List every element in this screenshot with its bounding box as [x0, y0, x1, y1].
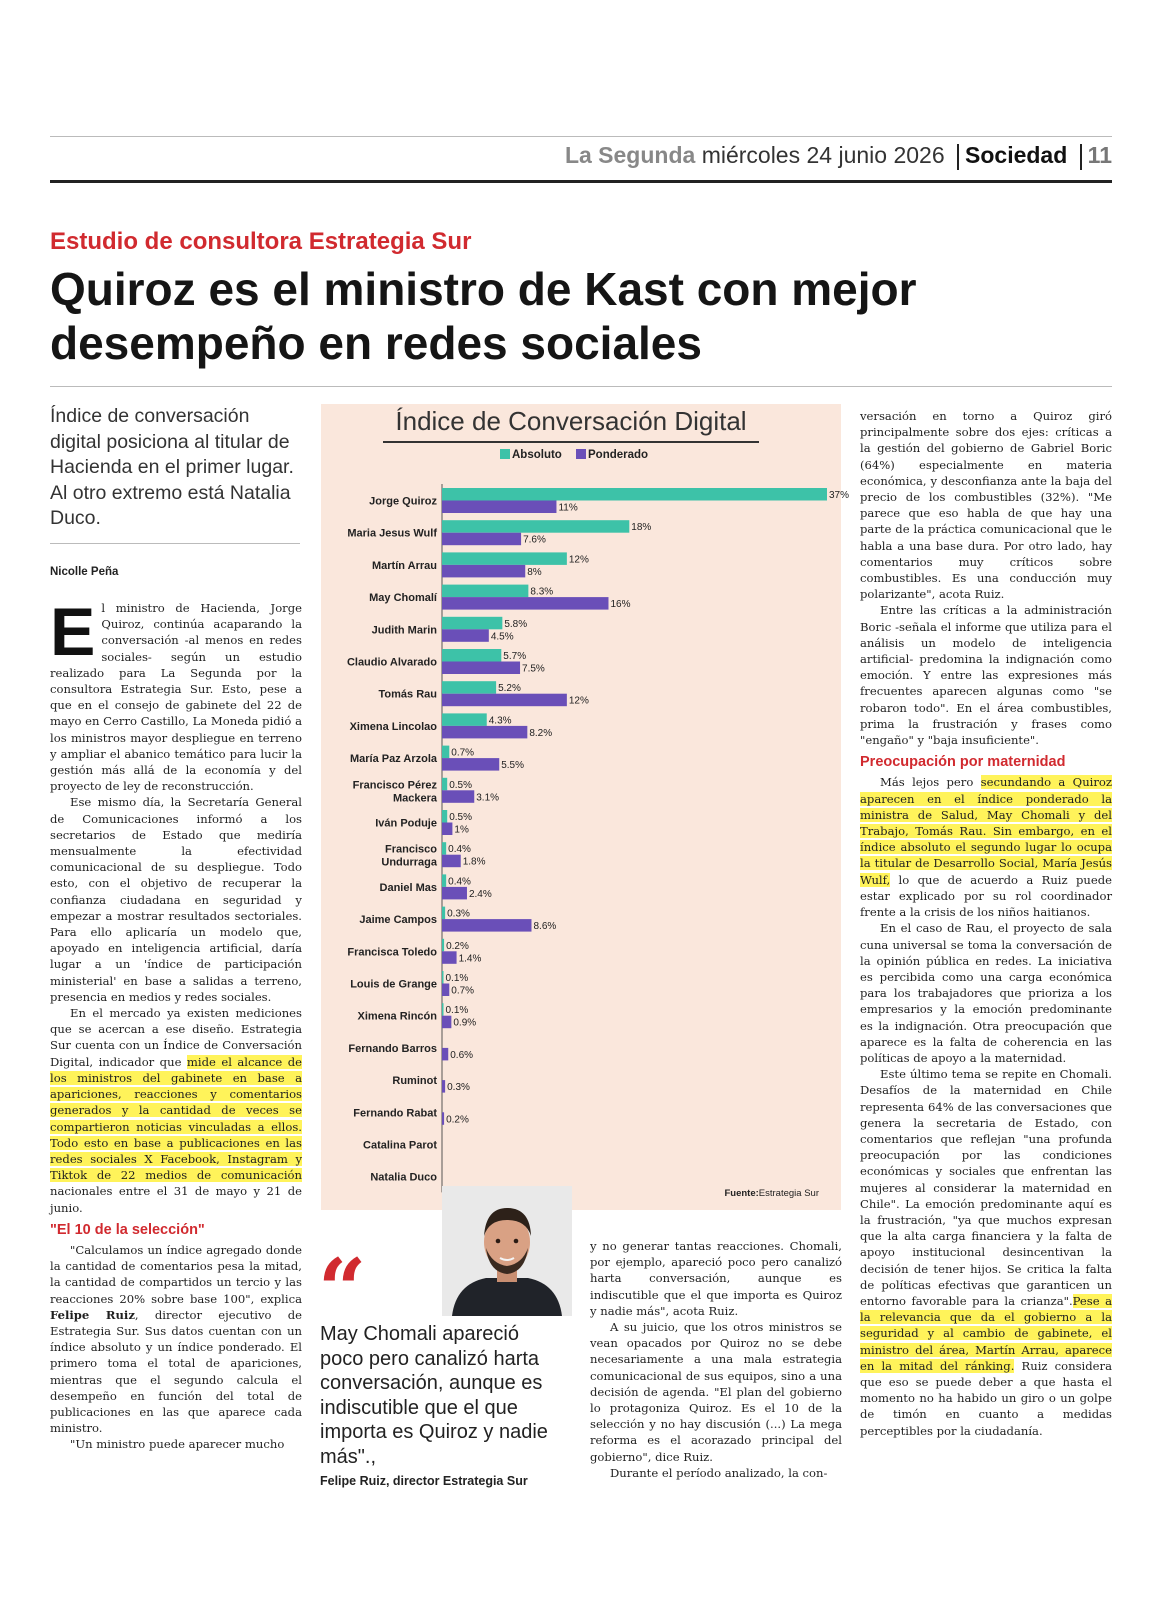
data-label: 4.5%	[490, 631, 514, 643]
bar-ponderado	[442, 790, 474, 803]
paragraph: Este último tema se repite en Chomali. Desafíos de la maternidad en Chile representa 64% de las conversaciones que genera la secretaria de Estado, con comentarios que reflejan "una profunda preocupación por las condiciones económicas y sociales que enfrentan las mujeres al considerar la maternidad en Chile". La emoción predominante aquí es la frustración, "ya que muchos expresan que la alta carga financiera y la falta de apoyo institucional desincentivan la decisión de tener hijos. Se critica la falta de políticas efectivas que garanticen un entorno favorable para la crianza".Pese a la relevancia que da el gobierno a la seguridad y al cambio de gabinete, el ministro del área, Martín Arrau, aparece en la mitad del ránking. Ruiz considera que eso se puede deber a que hasta el momento no ha habido un giro o un golpe de timón en cuanto a medidas perceptibles por la ciudadanía.	[860, 1067, 1112, 1438]
bar-ponderado	[442, 694, 567, 707]
category-label: Maria Jesus Wulf	[347, 527, 437, 540]
chart-title-underline	[383, 441, 759, 443]
bar-absoluto	[442, 681, 496, 694]
summary-rule	[50, 543, 300, 544]
data-label: 8.3%	[530, 586, 554, 598]
category-label: Iván Poduje	[375, 817, 437, 830]
person-name: Felipe Ruiz	[50, 1307, 135, 1322]
bar-absoluto	[442, 939, 444, 952]
paragraph: versación en torno a Quiroz giró principalmente sobre dos ejes: críticas a la gestión del gobierno de Gabriel Boric (64%) especialmente en materia económica, y desconfianza ante la baja del precio de los combustibles (32%). "Me parece que eso habla de que hay una parte de la práctica comunicacional que le habla a una base dura. Por otro lado, hay comentarios muy críticos sobre combustibles. Es una conducción muy polarizante", acota Ruiz.	[860, 409, 1112, 602]
kicker: Estudio de consultora Estrategia Sur	[50, 228, 472, 255]
drop-cap: E	[50, 594, 96, 670]
highlighted-text: Pese a la relevancia que da el gobierno a la seguridad y al cambio de gabinete, el ministro del área, Martín Arrau, aparece en la mitad del ránking.	[860, 1293, 1112, 1373]
data-label: 18%	[631, 522, 652, 534]
data-label: 5.7%	[503, 651, 527, 662]
bar-ponderado	[442, 565, 525, 578]
bar-absoluto	[442, 746, 449, 759]
category-label: Ximena Rincón	[357, 1010, 437, 1023]
bar-absoluto	[442, 971, 444, 984]
bar-absoluto	[442, 907, 445, 920]
section-subhead: "El 10 de la selección"	[50, 1221, 205, 1238]
bar-ponderado	[442, 758, 499, 771]
paragraph: Ese mismo día, la Secretaría General de Comunicaciones informó a los secretarios de Estado que mediría mensualmente la efectividad comunicacional de su despliegue. Todo esto, con el objetivo de recuperar la confianza ciudadana en seguridad y empezar a mostrar resultados sectoriales. Para ello aplicaría un modelo que, apoyado en inteligencia artificial, daría lugar a un 'índice de participación ministerial' en base a salidas a terreno, presencia en medios y redes sociales.	[50, 795, 302, 1004]
category-label: Ximena Lincolao	[349, 720, 437, 733]
article-column-1	[50, 594, 303, 1453]
bar-ponderado	[442, 726, 527, 739]
top-rule	[50, 136, 1112, 137]
conversation-index-chart	[321, 404, 850, 1210]
legend-swatch-absoluto	[500, 449, 510, 459]
chart-title: Índice de Conversación Digital	[395, 406, 747, 436]
data-label: 1%	[454, 824, 469, 836]
quote-mark-icon: “	[318, 1240, 367, 1339]
chart-source: Fuente:Estrategia Sur	[724, 1188, 819, 1199]
data-label: 37%	[829, 490, 850, 501]
bar-absoluto	[442, 488, 827, 501]
bar-absoluto	[442, 842, 446, 855]
masthead-divider	[1080, 144, 1082, 170]
data-label: 0.4%	[448, 876, 471, 888]
data-label: 0.5%	[449, 812, 472, 823]
legend-label-absoluto: Absoluto	[512, 449, 562, 461]
category-label: Fernando Rabat	[353, 1107, 437, 1120]
bar-absoluto	[442, 810, 447, 823]
data-label: 0.6%	[450, 1049, 474, 1061]
paragraph: En el mercado ya existen mediciones que se acercan a ese diseño. Estrategia Sur cuenta con un Índice de Conversación Digital, indicador que mide el alcance de los ministros del gabinete en base a apariciones, reacciones y comentarios generados y la cantidad de veces se compartieron noticias vinculadas a ellos. Todo esto en base a publicaciones en las redes sociales X Facebook, Instagram y Tiktok de 22 medios de comunicación nacionales entre el 31 de mayo y 21 de junio.	[50, 1006, 302, 1215]
bar-ponderado	[442, 1080, 445, 1093]
bar-chart	[321, 404, 850, 1210]
category-label: Natalia Duco	[370, 1171, 437, 1184]
article-column-3	[590, 1238, 842, 1481]
data-label: 3.1%	[476, 792, 500, 804]
bar-absoluto	[442, 552, 567, 565]
bar-ponderado	[442, 1048, 448, 1061]
section-name: Sociedad	[965, 142, 1068, 168]
data-label: 0.1%	[445, 973, 469, 984]
data-label: 0.1%	[445, 1005, 469, 1017]
bar-ponderado	[442, 629, 489, 642]
category-label: Claudio Alvarado	[346, 656, 437, 669]
bar-absoluto	[442, 617, 502, 630]
pull-quote-attribution: Felipe Ruiz, director Estrategia Sur	[320, 1474, 528, 1488]
headline: Quiroz es el ministro de Kast con mejor desempeño en redes sociales	[50, 263, 917, 369]
category-label: Jaime Campos	[359, 914, 437, 927]
paragraph: A su juicio, que los otros ministros se vean opacados por Quiroz no se debe necesariamente a una mala estrategia comunicacional de sus equipos, sino a una decisión de agenda. "El plan del gobierno lo protagoniza Quiroz. Es el 10 de la selección y no hay discusión (...) La mega reforma es el acorazado principal del gobierno", dice Ruiz.	[590, 1320, 842, 1464]
data-label: 0.2%	[446, 1114, 469, 1126]
bar-ponderado	[442, 855, 461, 868]
bar-ponderado	[442, 1112, 444, 1125]
category-label: Catalina Parot	[363, 1139, 437, 1152]
paragraph: El ministro de Hacienda, Jorge Quiroz, continúa acaparando la conversación -al menos en redes sociales- según un estudio realizado para La Segunda por la consultora Estrategia Sur. Esto, pese a que en el consejo de gabinete del 22 de mayo en Cerro Castillo, La Moneda pidió a los ministros mayor despliegue en terreno y ampliar el abanico temático para lucir la gestión más allá de la economía y del proyecto de ley de reconstrucción.	[50, 594, 302, 794]
category-label: Louis de Grange	[350, 978, 437, 991]
page-number: 11	[1087, 142, 1112, 168]
bar-ponderado	[442, 501, 556, 514]
bar-ponderado	[442, 823, 452, 836]
data-label: 7.5%	[522, 663, 545, 675]
bar-ponderado	[442, 597, 608, 610]
data-label: 0.2%	[446, 940, 469, 952]
data-label: 0.7%	[451, 985, 475, 997]
data-label: 0.4%	[448, 844, 471, 856]
data-label: 1.8%	[462, 856, 486, 868]
paragraph: "Un ministro puede aparecer mucho	[70, 1437, 285, 1452]
bar-ponderado	[442, 1016, 451, 1028]
data-label: 5.8%	[504, 618, 528, 630]
paragraph: y no generar tantas reacciones. Chomali, por ejemplo, apareció poco pero canalizó harta conversación, aunque es indiscutible que el que importa es Quiroz y nadie más", acota Ruiz.	[590, 1239, 842, 1318]
data-label: 1.4%	[458, 953, 482, 965]
data-label: 0.9%	[453, 1017, 477, 1029]
category-label: Tomás Rau	[378, 688, 437, 701]
section-subhead: Preocupación por maternidad	[860, 754, 1066, 771]
data-label: 12%	[568, 554, 589, 566]
data-label: 2.4%	[468, 888, 492, 900]
bar-absoluto	[442, 874, 446, 887]
bar-ponderado	[442, 887, 467, 900]
bar-absoluto	[442, 520, 629, 533]
bar-absoluto	[442, 585, 528, 598]
bar-ponderado	[442, 984, 449, 997]
data-label: 5.5%	[501, 760, 525, 772]
bar-ponderado	[442, 919, 531, 932]
masthead	[50, 142, 1112, 170]
data-label: 16%	[610, 599, 631, 611]
data-label: 12%	[568, 695, 589, 707]
author-byline: Nicolle Peña	[50, 566, 119, 578]
category-label: May Chomalí	[369, 592, 437, 605]
data-label: 8.2%	[529, 727, 553, 739]
category-label: Francisca Toledo	[347, 946, 437, 959]
legend-swatch-ponderado	[576, 449, 586, 459]
data-label: 7.6%	[523, 534, 546, 546]
issue-date: miércoles 24 junio 2026	[701, 142, 945, 168]
data-label: 0.7%	[451, 747, 475, 759]
newspaper-name: La Segunda	[564, 142, 696, 168]
category-label: Francisco Undurraga	[381, 843, 437, 869]
bar-ponderado	[442, 533, 521, 546]
category-label: Jorge Quiroz	[369, 495, 437, 508]
portrait-photo	[442, 1186, 572, 1316]
data-label: 0.3%	[447, 1082, 470, 1094]
data-label: 0.3%	[447, 908, 470, 920]
bar-absoluto	[442, 713, 487, 726]
highlighted-text: secundando a Quiroz aparecen en el índice ponderado la ministra de Salud, May Chomali y del Trabajo, Tomás Rau. Sin embargo, en el índice absoluto el segundo lugar lo ocupa la titular de Desarrollo Social, María Jesús Wulf,	[860, 775, 1112, 887]
bar-absoluto	[442, 649, 501, 662]
category-label: Francisco Pérez Mackera	[352, 779, 437, 805]
bar-absoluto	[442, 778, 447, 791]
pull-quote: May Chomali apareció poco pero canalizó harta conversación, aunque es indiscutible que el que importa es Quiroz y nadie más".,	[320, 1323, 548, 1468]
data-label: 0.5%	[449, 779, 472, 791]
data-label: 11%	[558, 502, 578, 514]
masthead-rule	[50, 180, 1112, 183]
bar-absoluto	[442, 1003, 444, 1016]
bar-ponderado	[442, 951, 457, 964]
category-label: Daniel Mas	[379, 881, 437, 894]
paragraph: En el caso de Rau, el proyecto de sala cuna universal se toma la conversación de la opinión pública en redes. La iniciativa es percibida como una carga económica para los trabajadores que prioriza a los empresarios y la emoción predominante es la indignación. Otra preocupación que aparece es la falta de coherencia en las políticas de apoyo a la maternidad.	[860, 921, 1112, 1065]
article-column-4	[860, 408, 1112, 1439]
category-label: María Paz Arzola	[349, 753, 437, 766]
legend-label-ponderado: Ponderado	[588, 449, 649, 461]
data-label: 4.3%	[488, 715, 512, 727]
person-portrait-icon	[442, 1186, 572, 1316]
highlighted-text: mide el alcance de los ministros del gabinete en base a apariciones, reacciones y comentarios generados y la cantidad de veces se compartieron noticias vinculadas a ellos. Todo esto en base a publicaciones en las redes sociales X Facebook, Instagram y Tiktok de 22 medios de comunicación	[50, 1054, 302, 1183]
data-label: 8.6%	[533, 921, 557, 933]
bar-ponderado	[442, 662, 520, 675]
paragraph: "Calculamos un índice agregado donde la cantidad de comentarios pesa la mitad, la cantidad de compartidos un tercio y las reacciones 20% sobre base 100", explica Felipe Ruiz, director ejecutivo de Estrategia Sur. Sus datos cuentan con un índice absoluto y un índice ponderado. El primero toma el total de apariciones, mientras que el segundo calcula el desempeño en función del total de publicaciones en las que aparece cada ministro.	[50, 1242, 303, 1436]
category-label: Judith Marin	[371, 624, 437, 637]
paragraph: Más lejos pero secundando a Quiroz aparecen en el índice ponderado la ministra de Salud, May Chomali y del Trabajo, Tomás Rau. Sin embargo, en el índice absoluto el segundo lugar lo ocupa la titular de Desarrollo Social, María Jesús Wulf, lo que de acuerdo a Ruiz puede estar explicado por su rol coordinador frente a la crisis de los niños haitianos.	[860, 775, 1112, 920]
category-label: Ruminot	[392, 1075, 437, 1088]
paragraph: Durante el período analizado, la con-	[610, 1465, 828, 1480]
headline-rule	[50, 386, 1112, 387]
category-label: Fernando Barros	[348, 1042, 437, 1055]
paragraph: Entre las críticas a la administración Boric -señala el informe que utiliza para el análisis un modelo de inteligencia artificial- predomina la indignación como emoción. Y entre las expresiones más frecuentes aparecen algunas como "se robaron todo". En el área combustibles, prima la frustración y frases como "engaño" y "baja insuficiente".	[860, 603, 1112, 748]
lead-summary: Índice de conversación digital posiciona al titular de Hacienda en el primer lugar. Al otro extremo está Natalia Duco.	[50, 405, 294, 529]
data-label: 8%	[527, 566, 542, 578]
masthead-divider	[957, 144, 959, 170]
category-label: Martín Arrau	[372, 559, 437, 572]
data-label: 5.2%	[498, 683, 521, 695]
